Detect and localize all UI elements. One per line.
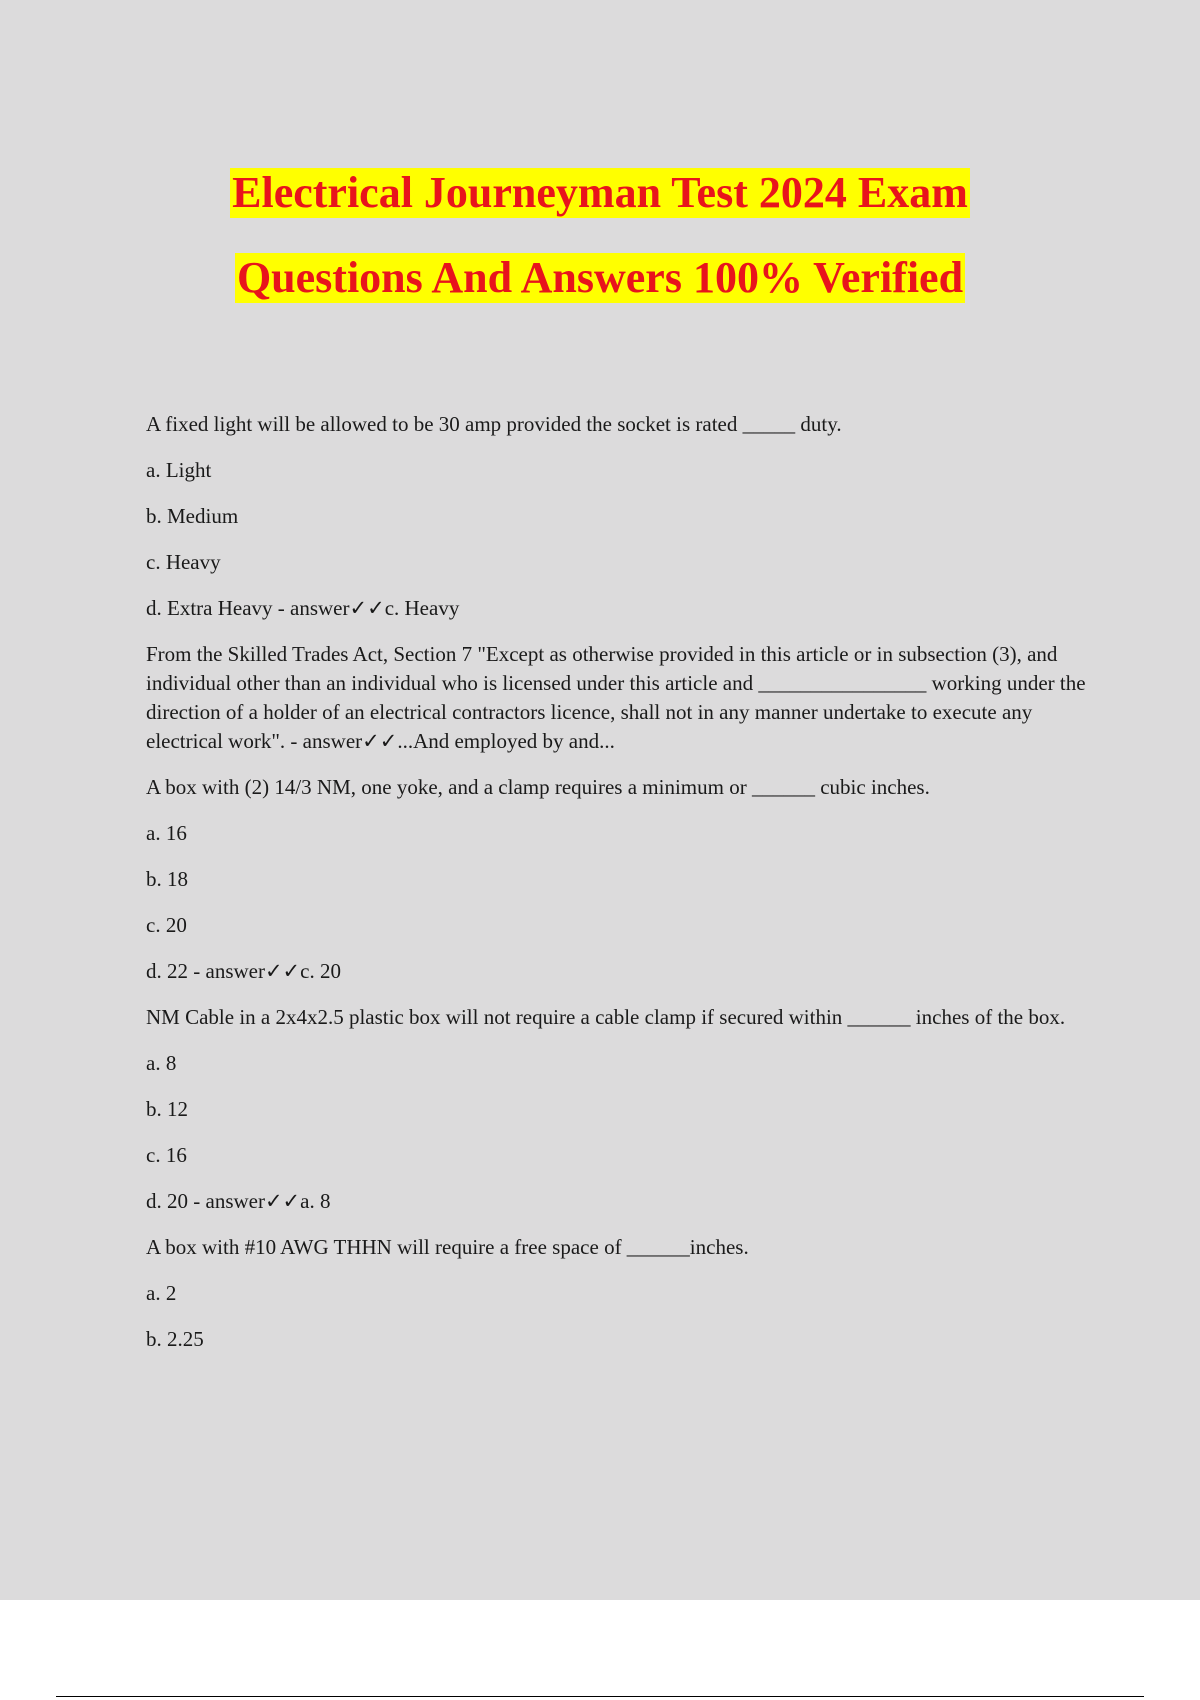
question-5: A box with #10 AWG THHN will require a free space of ______inches. [146,1235,749,1259]
title-line-1: Electrical Journeyman Test 2024 Exam [232,168,968,217]
question-1: A fixed light will be allowed to be 30 amp provided the socket is rated _____ duty. [146,412,842,436]
question-3: A box with (2) 14/3 NM, one yoke, and a clamp requires a minimum or ______ cubic inches. [146,775,930,799]
q3-option-a: a. 16 [146,821,187,845]
q1-option-d-answer: d. Extra Heavy - answer✓✓c. Heavy [146,596,460,620]
q5-option-b: b. 2.25 [146,1327,204,1351]
question-2: From the Skilled Trades Act, Section 7 "Except as otherwise provided in this article or in subsection (3), and individual other than an individual who is licensed under this article and ________________ working under the direction of a holder of an electrical contractors licence, shall not in any manner undertake to execute any electrical work". - answer✓✓...And employed by and... [146,642,1086,753]
q3-option-c: c. 20 [146,913,187,937]
q4-option-b: b. 12 [146,1097,188,1121]
q5-option-a: a. 2 [146,1281,177,1305]
document-title [0,168,1200,338]
q3-option-b: b. 18 [146,867,188,891]
document-body [146,410,1086,1371]
q4-option-c: c. 16 [146,1143,187,1167]
question-4: NM Cable in a 2x4x2.5 plastic box will not require a cable clamp if secured within ______ inches of the box. [146,1005,1066,1029]
q1-option-a: a. Light [146,458,212,482]
q3-option-d-answer: d. 22 - answer✓✓c. 20 [146,959,341,983]
page-separator-line [56,1696,1144,1697]
title-line-2: Questions And Answers 100% Verified [236,253,964,302]
q1-option-c: c. Heavy [146,550,221,574]
q4-option-a: a. 8 [146,1051,177,1075]
q4-option-d-answer: d. 20 - answer✓✓a. 8 [146,1189,331,1213]
q1-option-b: b. Medium [146,504,239,528]
